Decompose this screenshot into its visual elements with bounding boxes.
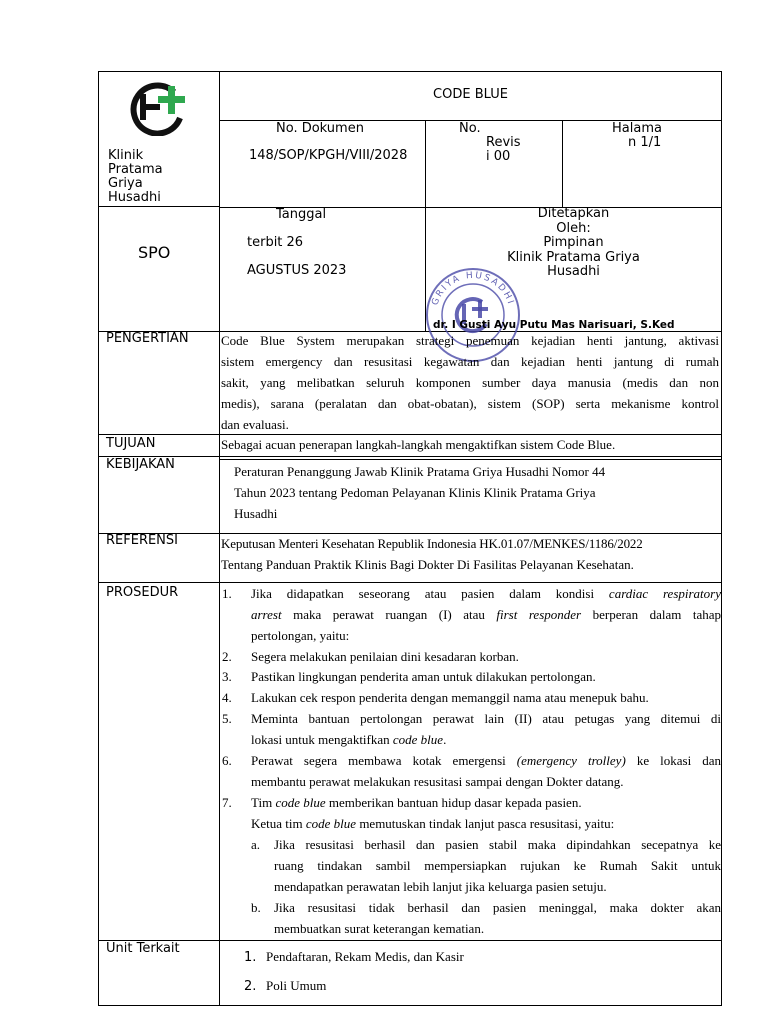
prosedur-item xyxy=(222,646,721,667)
approval-line: Husadhi xyxy=(547,264,600,279)
svg-text:GRIYA HUSADHI xyxy=(430,271,515,307)
item-text xyxy=(251,708,721,750)
text-span: Ketua tim xyxy=(251,816,306,831)
date-line-2: AGUSTUS 2023 xyxy=(247,263,347,278)
pengertian-line: sistem emergency dan resusitasi kegawatan dan kejadian henti jantung di rumah xyxy=(221,354,719,369)
item-number: 4. xyxy=(222,690,232,705)
approval-line: Ditetapkan xyxy=(537,206,610,221)
clinic-name xyxy=(108,149,218,205)
label-pengertian: PENGERTIAN xyxy=(106,331,189,346)
referensi-text xyxy=(221,533,721,575)
text-span: berperan dalam tahap xyxy=(581,607,721,622)
item-line xyxy=(251,792,721,813)
kebijakan-text xyxy=(234,461,714,524)
doc-number-label: No. Dokumen xyxy=(276,121,364,136)
revision-value-2: i 00 xyxy=(486,149,511,164)
item-line xyxy=(251,604,721,625)
unit-list xyxy=(244,946,704,1004)
item-number: 2. xyxy=(222,649,232,664)
referensi-line: Tentang Panduan Praktik Klinis Bagi Dokter Di Fasilitas Pelayanan Kesehatan. xyxy=(221,557,634,572)
prosedur-item xyxy=(222,792,721,834)
prosedur-subitem xyxy=(222,897,721,939)
item-number: 5. xyxy=(222,711,232,726)
subitem-text xyxy=(274,897,721,939)
text-emphasis: (emergency trolley) xyxy=(516,753,626,768)
text-emphasis: cardiac respiratory xyxy=(608,586,721,601)
subitem-letter: a. xyxy=(251,837,261,852)
item-text: Pastikan lingkungan penderita aman untuk dilakukan pertolongan. xyxy=(251,669,596,684)
item-line: membantu perawat melakukan resusitasi sampai dengan Dokter datang. xyxy=(251,774,624,789)
kebijakan-line: Husadhi xyxy=(234,506,278,521)
item-number: 3. xyxy=(222,669,232,684)
item-line xyxy=(251,583,721,604)
pengertian-line: Code Blue System merupakan strategi penemuan kejadian henti jantung, aktivasi xyxy=(221,333,719,348)
referensi-line: Keputusan Menteri Kesehatan Republik Indonesia HK.01.07/MENKES/1186/2022 xyxy=(221,536,643,551)
line-logo-bottom xyxy=(98,206,219,207)
line-prosedur-bottom xyxy=(98,940,722,941)
kebijakan-line: Peraturan Penanggung Jawab Klinik Pratama Griya Husadhi Nomor 44 xyxy=(234,464,606,479)
border-top xyxy=(98,71,722,72)
unit-number: 2. xyxy=(244,979,257,994)
text-emphasis: code blue xyxy=(305,816,357,831)
text-emphasis: code blue xyxy=(275,795,326,810)
prosedur-subitem xyxy=(222,834,721,897)
line-kebijakan-top xyxy=(219,459,722,460)
item-line: Meminta bantuan pertolongan perawat lain (II) atau petugas yang ditemui di xyxy=(251,711,721,726)
text-emphasis: first responder xyxy=(496,607,582,622)
border-right xyxy=(721,71,722,1006)
page-value: n 1/1 xyxy=(628,135,662,150)
pengertian-line: dan evaluasi. xyxy=(221,417,289,432)
subitem-body xyxy=(251,897,721,939)
line-label-column xyxy=(219,71,220,1006)
item-text: Segera melakukan penilaian dini kesadaran korban. xyxy=(251,649,519,664)
unit-text: Pendaftaran, Rekam Medis, dan Kasir xyxy=(266,949,464,964)
text-span: . xyxy=(443,732,447,747)
item-number: 1. xyxy=(222,586,232,601)
subitem-line: Jika resusitasi tidak berhasil dan pasien meninggal, maka dokter akan xyxy=(274,900,721,915)
text-span: lokasi untuk mengaktifkan xyxy=(251,732,393,747)
item-line xyxy=(251,729,721,750)
item-line xyxy=(251,813,721,834)
item-line: pertolongan, yaitu: xyxy=(251,628,350,643)
text-span: memutuskan tindak lanjut pasca resusitasi, yaitu: xyxy=(356,816,615,831)
item-text xyxy=(251,792,721,834)
text-span: maka perawat ruangan (I) atau xyxy=(281,607,497,622)
label-prosedur: PROSEDUR xyxy=(106,585,179,600)
doc-number-value: 148/SOP/KPGH/VIII/2028 xyxy=(249,148,408,163)
unit-number: 1. xyxy=(244,950,257,965)
text-span: ke lokasi dan xyxy=(625,753,722,768)
item-text xyxy=(251,750,721,792)
date-line-1: terbit 26 xyxy=(247,235,304,250)
line-col-page xyxy=(562,120,563,208)
label-kebijakan: KEBIJAKAN xyxy=(106,457,175,472)
prosedur-item xyxy=(222,750,721,792)
page-label: Halama xyxy=(612,121,662,136)
text-span: memberikan bantuan hidup dasar kepada pasien. xyxy=(325,795,582,810)
line-tujuan-bottom xyxy=(98,456,722,457)
document-title: CODE BLUE xyxy=(433,87,508,102)
prosedur-item xyxy=(222,666,721,687)
subitem-letter: b. xyxy=(251,900,261,915)
subitem-line: membuatkan surat keterangan kematian. xyxy=(274,921,485,936)
pengertian-text xyxy=(221,330,719,435)
label-referensi: REFERENSI xyxy=(106,533,178,548)
prosedur-item xyxy=(222,687,721,708)
approval-line: Pimpinan xyxy=(543,235,604,250)
item-number: 7. xyxy=(222,795,232,810)
text-emphasis: code blue xyxy=(392,732,444,747)
spo-label: SPO xyxy=(138,243,171,262)
unit-item xyxy=(244,975,704,1004)
label-tujuan: TUJUAN xyxy=(106,436,156,451)
border-left xyxy=(98,71,99,1006)
subitem-line: Jika resusitasi berhasil dan pasien stabil maka dipindahkan secepatnya ke xyxy=(274,837,721,852)
kebijakan-line: Tahun 2023 tentang Pedoman Pelayanan Klinis Klinik Pratama Griya xyxy=(234,485,596,500)
border-bottom xyxy=(98,1005,722,1006)
text-span: Tim xyxy=(251,795,276,810)
clinic-name-line: Griya xyxy=(108,176,143,191)
signatory-name: dr. I Gusti Ayu Putu Mas Narisuari, S.Ked xyxy=(433,319,675,331)
clinic-logo xyxy=(124,78,196,136)
pengertian-line: medis), sarana (peralatan dan obat-obatan), sistem (SOP) serta mekanisme kontrol xyxy=(221,396,719,411)
label-unit-terkait: Unit Terkait xyxy=(106,941,180,956)
stamp-text: GRIYA HUSADHI xyxy=(430,270,516,307)
subitem-text xyxy=(274,834,721,897)
item-line xyxy=(251,750,721,771)
pengertian-line: sakit, yang melibatkan seluruh komponen sumber daya manusia (medis dan non xyxy=(221,375,719,390)
item-number: 6. xyxy=(222,753,232,768)
unit-text: Poli Umum xyxy=(266,978,327,993)
item-text: Lakukan cek respon penderita dengan memanggil nama atau menepuk bahu. xyxy=(251,690,649,705)
date-label: Tanggal xyxy=(276,207,327,222)
subitem-line: ruang tindakan sambil mempersiapkan rujukan ke Rumah Sakit untuk xyxy=(274,858,721,873)
prosedur-item xyxy=(222,583,721,646)
clinic-name-line: Husadhi xyxy=(108,190,161,205)
text-span: Perawat segera membawa kotak emergensi xyxy=(251,753,517,768)
unit-item xyxy=(244,946,704,975)
revision-label: No. xyxy=(459,121,481,136)
text-emphasis: arrest xyxy=(251,607,282,622)
clinic-name-line: Klinik xyxy=(108,148,144,163)
item-text xyxy=(251,583,721,646)
subitem-body xyxy=(251,834,721,897)
approval-line: Oleh: xyxy=(556,220,591,236)
revision-value-1: Revis xyxy=(486,135,521,150)
approval-line: Klinik Pratama Griya xyxy=(507,249,640,265)
clinic-name-line: Pratama xyxy=(108,162,163,177)
subitem-line: mendapatkan perawatan lebih lanjut jika keluarga pasien setuju. xyxy=(274,879,607,894)
tujuan-text: Sebagai acuan penerapan langkah-langkah mengaktifkan sistem Code Blue. xyxy=(221,437,616,452)
prosedur-item xyxy=(222,708,721,750)
text-span: Jika didapatkan seseorang atau pasien dalam kondisi xyxy=(251,586,609,601)
